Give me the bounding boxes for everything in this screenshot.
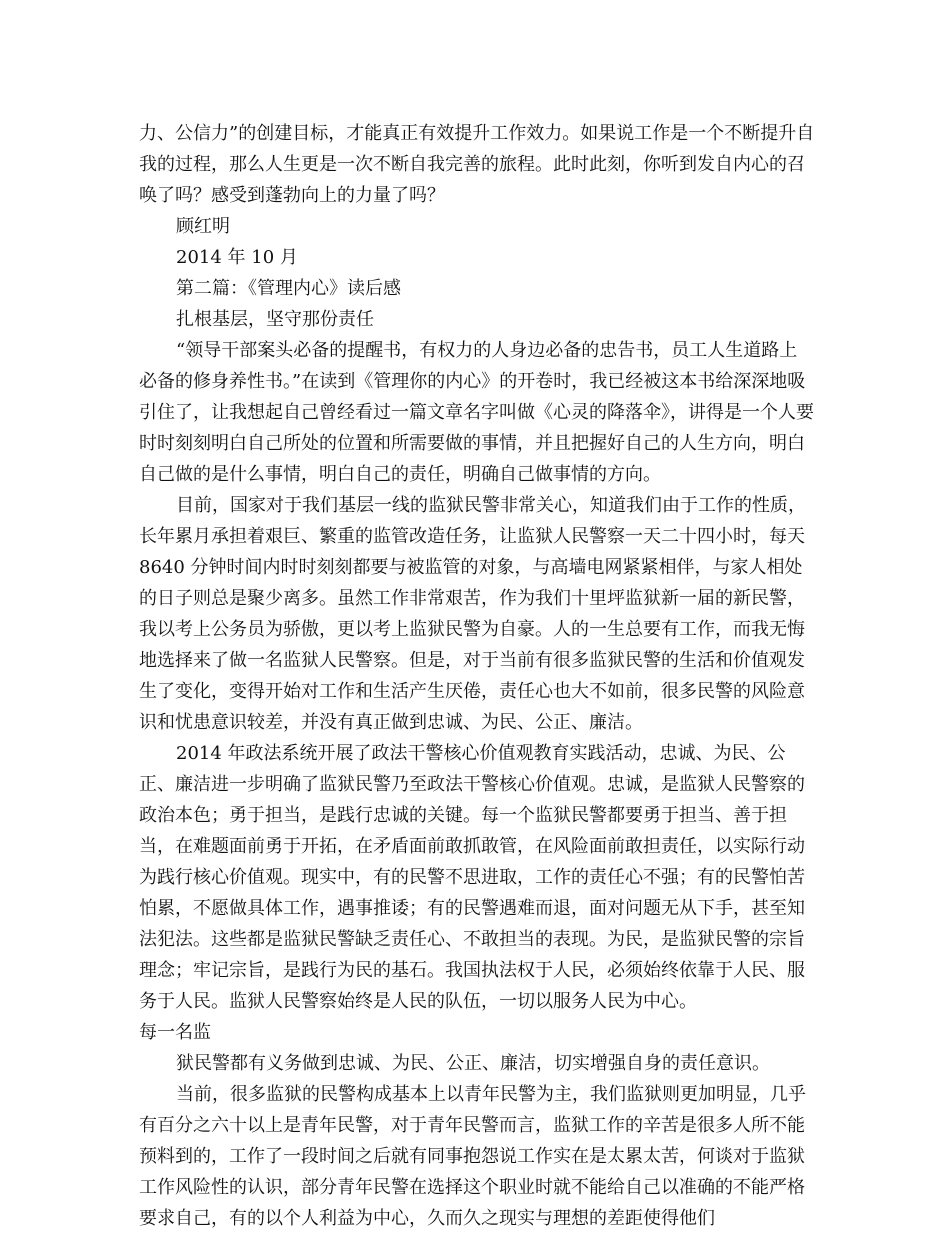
- document-date: 2014 年 10 月: [176, 247, 298, 268]
- paragraph-current-situation: 目前，国家对于我们基层一线的监狱民警非常关心，知道我们由于工作的性质，长年累月承担着艰巨、繁重的监管改造任务，让监狱人民警察一天二十四小时，每天 8640 分钟时间内时时刻刻都要与被监管的对象，与高墙电网紧紧相伴，与家人相处的日子则总是聚少离多。虽然工作非常艰苦，作为我们十里坪监狱新一届的新民警，我以考上公务员为骄傲，更以考上监狱民警为自豪。人的一生总要有工作，而我无悔地选择来了做一名监狱人民警察。但是，对于当前有很多监狱民警的生活和价值观发生了变化，变得开始对工作和生活产生厌倦，责任心也大不如前，很多民警的风险意识和忧患意识较差，并没有真正做到忠诚、为民、公正、廉洁。: [139, 495, 806, 733]
- paragraph-core-values: 2014 年政法系统开展了政法干警核心价值观教育实践活动，忠诚、为民、公正、廉洁进一步明确了监狱民警乃至政法干警核心价值观。忠诚，是监狱人民警察的政治本色；勇于担当，是践行忠诚的关键。每一个监狱民警都要勇于担当、善于担当，在难题面前勇于开拓，在矛盾面前敢抓敢管，在风险面前敢担责任，以实际行动为践行核心价值观。现实中，有的民警不思进取，工作的责任心不强；有的民警怕苦怕累，不愿做具体工作，遇事推诿；有的民警遇难而退，面对问题无从下手，甚至知法犯法。这些都是监狱民警缺乏责任心、不敢担当的表现。为民，是监狱民警的宗旨理念；牢记宗旨，是践行为民的基石。我国执法权于人民，必须始终依靠于人民、服务于人民。监狱人民警察始终是人民的队伍，一切以服务人民为中心。: [139, 743, 805, 1012]
- paragraph-duty: 狱民警都有义务做到忠诚、为民、公正、廉洁，切实增强自身的责任意识。: [176, 1053, 770, 1074]
- section-subtitle: 扎根基层，坚守那份责任: [176, 309, 374, 330]
- paragraph-young-police: 当前，很多监狱的民警构成基本上以青年民警为主，我们监狱则更加明显，几乎有百分之六十以上是青年民警，对于青年民警而言，监狱工作的辛苦是很多人所不能预料到的，工作了一段时间之后就有同事抱怨说工作实在是太累太苦，何谈对于监狱工作风险性的认识，部分青年民警在选择这个职业时就不能给自己以准确的不能严格要求自己，有的以个人利益为中心，久而久之现实与理想的差距使得他们: [139, 1084, 806, 1229]
- paragraph-quote: “领导干部案头必备的提醒书，有权力的人身边必备的忠告书，员工人生道路上必备的修身养性书。”在读到《管理你的内心》的开卷时，我已经被这本书给深深地吸引住了，让我想起自己曾经看过一篇文章名字叫做《心灵的降落伞》，讲得是一个人要时时刻刻明白自己所处的位置和所需要做的事情，并且把握好自己的人生方向，明白自己做的是什么事情，明白自己的责任，明确自己做事情的方向。: [139, 340, 814, 485]
- section-title: 第二篇：《管理内心》读后感: [176, 278, 401, 299]
- author-name: 顾红明: [176, 216, 230, 237]
- paragraph-intro-continuation: 力、公信力”的创建目标，才能真正有效提升工作效力。如果说工作是一个不断提升自我的过程，那么人生更是一次不断自我完善的旅程。此时此刻，你听到发自内心的召唤了吗？感受到蓬勃向上的力量了吗？: [139, 123, 815, 206]
- document-page: [139, 118, 815, 1234]
- paragraph-fragment: 每一名监: [139, 1022, 211, 1043]
